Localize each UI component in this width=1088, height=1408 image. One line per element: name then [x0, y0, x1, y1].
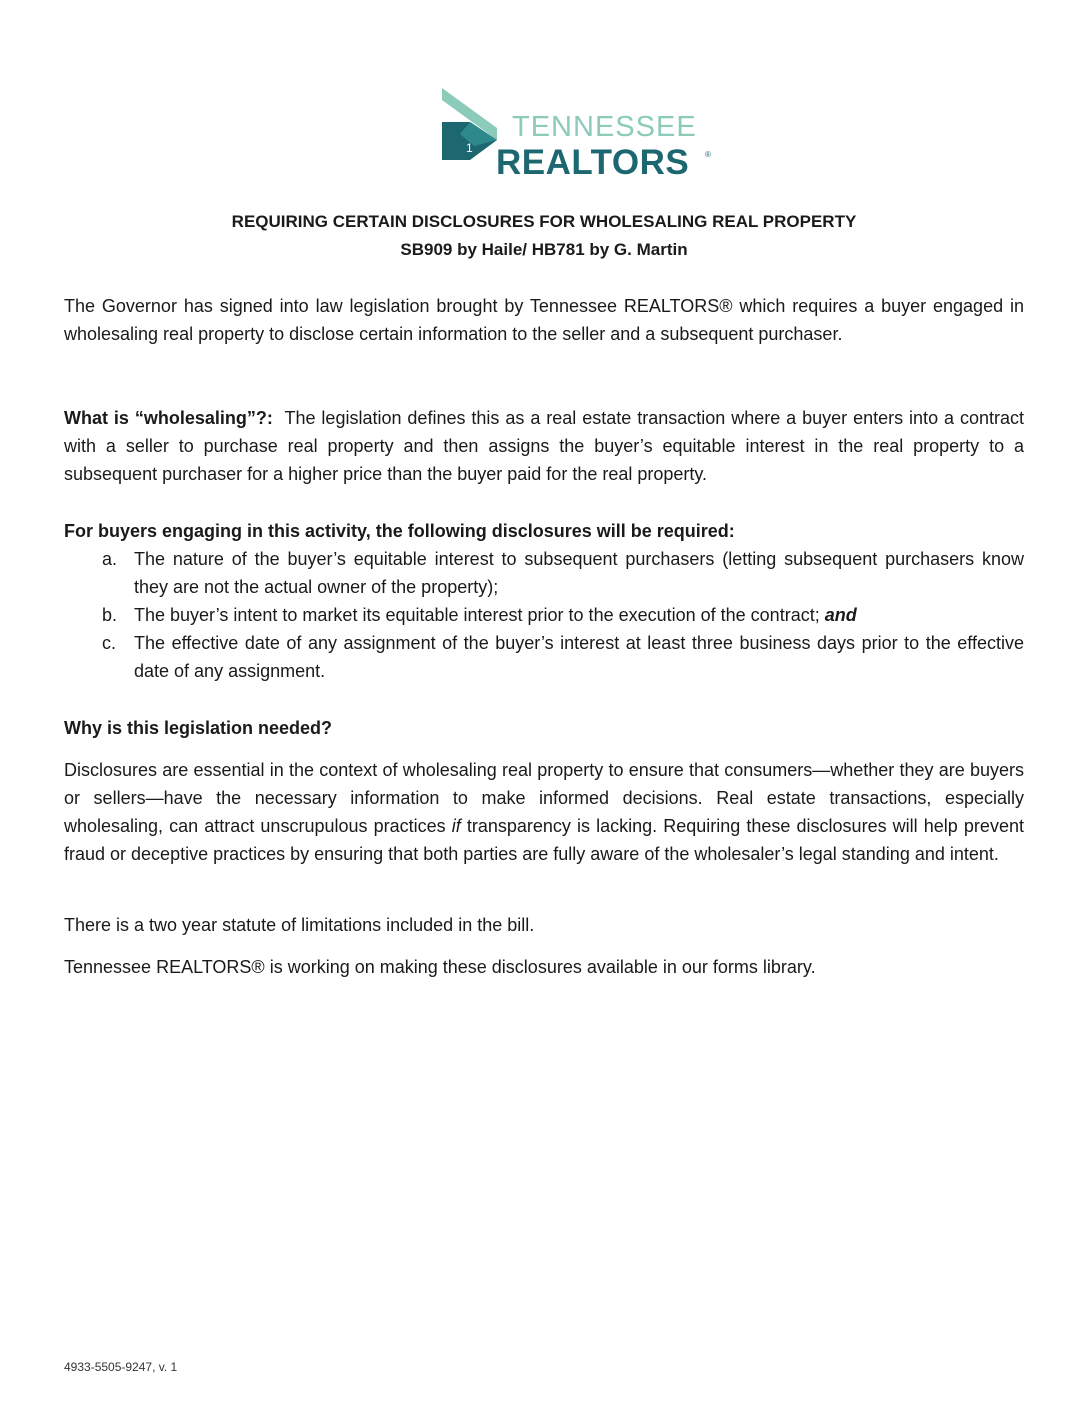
list-item	[64, 629, 1024, 685]
why-text-part2: transparency is lacking. Requiring these disclosures will help prevent fraud or deceptive practices by ensuring that both parties are fully aware of the wholesaler’s legal standing and intent.	[64, 816, 1024, 864]
logo-text-tennessee: TENNESSEE	[512, 111, 697, 143]
logo-text-realtors: REALTORS	[496, 143, 690, 182]
document-title: REQUIRING CERTAIN DISCLOSURES FOR WHOLESALING REAL PROPERTY	[231, 212, 857, 231]
document-id-footer: 4933-5505-9247, v. 1	[64, 1360, 178, 1374]
tennessee-realtors-logo	[440, 86, 720, 182]
why-text-italic: if	[451, 816, 461, 836]
list-item	[64, 601, 1024, 629]
list-marker: b.	[102, 605, 118, 625]
wholesaling-definition: The legislation defines this as a real estate transaction where a buyer enters into a contract with a seller to purchase real property and then assigns the buyer’s equitable interest in the real property to a subsequent purchaser for a higher price than the buyer paid for the real property.	[64, 408, 1024, 484]
forms-paragraph: Tennessee REALTORS® is working on making these disclosures available in our forms library.	[64, 957, 816, 977]
disclosures-list	[64, 545, 1024, 685]
logo-registered-mark: ®	[705, 150, 711, 159]
statute-paragraph: There is a two year statute of limitations included in the bill.	[64, 915, 535, 935]
list-marker: c.	[102, 633, 117, 653]
wholesaling-paragraph	[64, 404, 1024, 488]
list-marker: a.	[102, 549, 118, 569]
list-item-text: The buyer’s intent to market its equitable interest prior to the execution of the contract;	[134, 605, 820, 625]
bill-subtitle: SB909 by Haile/ HB781 by G. Martin	[400, 240, 688, 259]
wholesaling-label: What is “wholesaling”?:	[64, 408, 273, 428]
list-item-text: The nature of the buyer’s equitable interest to subsequent purchasers (letting subsequent purchasers know they are not the actual owner of the property);	[134, 549, 1024, 597]
logo-chevron-icon	[440, 86, 500, 182]
list-item-text: The effective date of any assignment of the buyer’s interest at least three business days prior to the effective date of any assignment.	[134, 633, 1024, 681]
disclosures-heading: For buyers engaging in this activity, the following disclosures will be required:	[64, 521, 735, 541]
why-heading: Why is this legislation needed?	[64, 718, 333, 738]
list-item-emphasis: and	[824, 605, 857, 625]
why-paragraph	[64, 756, 1024, 868]
intro-paragraph: The Governor has signed into law legislation brought by Tennessee REALTORS® which requires a buyer engaged in wholesaling real property to disclose certain information to the seller and a subsequent purchaser.	[64, 296, 1024, 344]
why-text-part1: Disclosures are essential in the context of wholesaling real property to ensure that consumers—whether they are buyers or sellers—have the necessary information to make informed decisions. Real estate transactions, especially wholesaling, can attract unscrupulous practices	[64, 760, 1024, 836]
list-item	[64, 545, 1024, 601]
svg-text:1: 1	[466, 141, 473, 155]
